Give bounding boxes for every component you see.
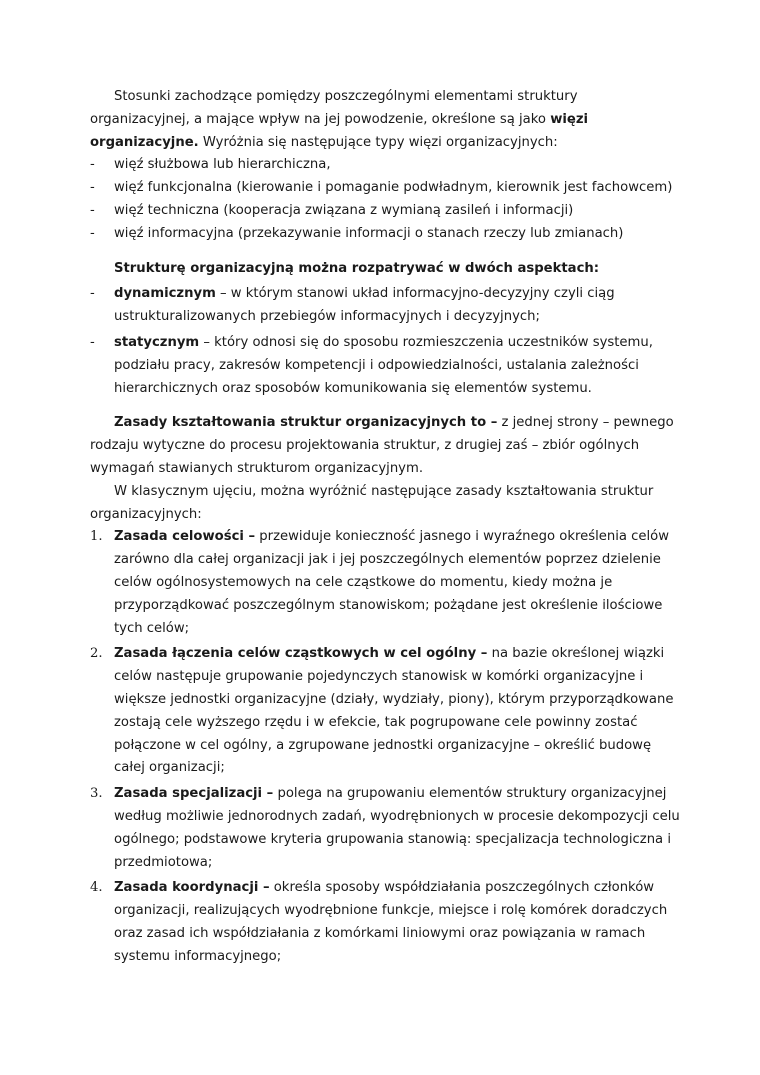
- principles-heading: Zasady kształtowania struktur organizacyjnych to –: [114, 415, 498, 431]
- intro-text: Stosunki zachodzące pomiędzy poszczególnymi elementami struktury organizacyjnej, a mające wpływ na jej powodzenie, określone są jako: [90, 89, 578, 127]
- principles-lead: W klasycznym ujęciu, można wyróżnić następujące zasady kształtowania struktur organizacyjnych:: [90, 483, 654, 522]
- aspect-term: dynamicznym: [114, 286, 216, 302]
- aspect-term: statycznym: [114, 334, 200, 350]
- intro-paragraph: [90, 86, 680, 154]
- list-item: 1. Zasada celowości – przewiduje konieczność jasnego i wyraźnego określenia celów zarówno dla całej organizacji jak i jej poszczególnych elementów poprzez dzielenie celów ogólnosystemowych na cele cząstkowe do momentu, kiedy można je przyporządkować poszczególnym stanowiskom; pożądane jest określenie ilościowe tych celów;: [90, 529, 670, 636]
- principle-term: Zasada specjalizacji –: [114, 786, 274, 802]
- list-item: - statycznym – który odnosi się do sposobu rozmieszczenia uczestników systemu, podziału pracy, zakresów kompetencji i odpowiedzialności, ustalania zależności hierarchicznych oraz sposobów komunikowania się elementów systemu.: [90, 334, 653, 396]
- list-item: - więź informacyjna (przekazywanie informacji o stanach rzeczy lub zmianach): [90, 225, 624, 241]
- list-item: - dynamicznym – w którym stanowi układ informacyjno-decyzyjny czyli ciąg ustrukturalizowanych przebiegów informacyjnych i decyzyjnych;: [90, 286, 615, 325]
- aspects-heading: Strukturę organizacyjną można rozpatrywać w dwóch aspektach:: [114, 260, 600, 276]
- intro-bold-term: więzi organizacyjne.: [90, 111, 589, 150]
- list-item: 4. Zasada koordynacji – określa sposoby współdziałania poszczególnych członków organizacji, realizujących wyodrębnione funkcje, miejsce i rolę komórek doradczych oraz zasad ich współdziałania z komórkami liniowymi oraz powiązania w ramach systemu informacyjnego;: [90, 880, 668, 964]
- principle-term: Zasada łączenia celów cząstkowych w cel ogólny –: [114, 646, 488, 662]
- principle-term: Zasada celowości –: [114, 529, 256, 545]
- bond-types-list: [90, 154, 680, 245]
- list-item: 3. Zasada specjalizacji – polega na grupowaniu elementów struktury organizacyjnej według możliwie jednorodnych zadań, wyodrębnionych w procesie dekompozycji celu ogólnego; podstawowe kryteria grupowania stanowią: specjalizacja technologiczna i przedmiotowa;: [90, 786, 680, 870]
- intro-text-end: Wyróżnia się następujące typy więzi organizacyjnych:: [198, 134, 558, 150]
- principles-list: [90, 526, 680, 968]
- list-item: - więź funkcjonalna (kierowanie i pomaganie podwładnym, kierownik jest fachowcem): [90, 180, 673, 196]
- aspects-list: [90, 283, 680, 400]
- list-item: 2. Zasada łączenia celów cząstkowych w cel ogólny – na bazie określonej wiązki celów następuje grupowanie pojedynczych stanowisk w komórki organizacyjne i większe jednostki organizacyjne (działy, wydziały, piony), którym przyporządkowane zostają cele wyższego rzędu i w efekcie, tak pogrupowane cele powinny zostać połączone w cel ogólny, a zgrupowane jednostki organizacyjne – określić budowę całej organizacji;: [90, 646, 674, 776]
- principle-term: Zasada koordynacji –: [114, 880, 270, 896]
- list-item: - więź służbowa lub hierarchiczna,: [90, 157, 331, 173]
- list-item: - więź techniczna (kooperacja związana z wymianą zasileń i informacji): [90, 202, 574, 218]
- principles-paragraph: Zasady kształtowania struktur organizacyjnych to – z jednej strony – pewnego rodzaju wytyczne do procesu projektowania struktur, z drugiej zaś – zbiór ogólnych wymagań stawianych strukturom organizacyjnym.: [90, 415, 674, 476]
- document-page: [90, 86, 680, 968]
